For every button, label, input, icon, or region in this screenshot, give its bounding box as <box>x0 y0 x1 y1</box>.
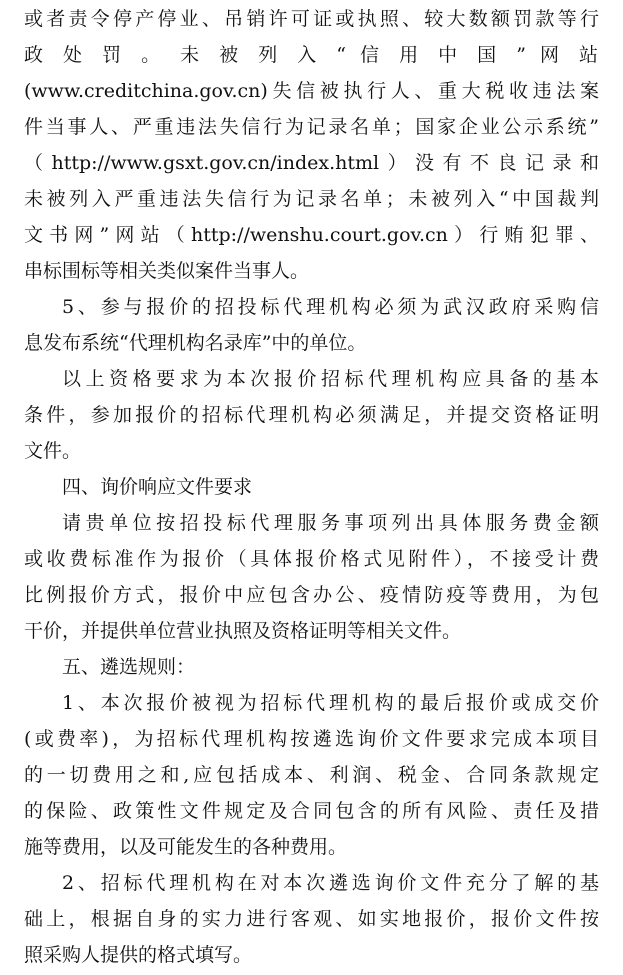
text-line-23: 的保险、政策性文件规定及合同包含的所有风险、责任及措 <box>24 800 599 822</box>
text-line-18: 干价，并提供单位营业执照及资格证明等相关文件。 <box>24 620 462 642</box>
text-line-2: 政 处 罚 。 未 被 列 入 “ 信 用 中 国 ” 网 站 <box>24 44 599 66</box>
text-line-27: 照采购人提供的格式填写。 <box>24 944 253 966</box>
text-line-20: 1、本次报价被视为招标代理机构的最后报价或成交价 <box>62 692 599 714</box>
text-line-13: 文件。 <box>24 440 82 462</box>
text-line-25: 2、招标代理机构在对本次遴选询价文件充分了解的基 <box>62 872 599 894</box>
text-line-7: 文书网”网站（http://wenshu.court.gov.cn）行贿犯罪、 <box>24 224 599 246</box>
text-line-24: 施等费用，以及可能发生的各种费用。 <box>24 836 348 858</box>
text-line-6: 未被列入严重违法失信行为记录名单；未被列入“中国裁判 <box>24 188 599 210</box>
text-line-21: (或费率)，为招标代理机构按遴选询价文件要求完成本项目 <box>24 728 599 750</box>
text-line-12: 条件，参加报价的招标代理机构必须满足，并提交资格证明 <box>24 404 599 426</box>
text-line-4: 件当事人、严重违法失信行为记录名单；国家企业公示系统” <box>24 116 599 138</box>
section-heading-4: 四、询价响应文件要求 <box>62 476 253 498</box>
text-line-5: （http://www.gsxt.gov.cn/index.html）没有不良记录和 <box>24 152 599 174</box>
text-line-1: 或者责令停产停业、吊销许可证或执照、较大数额罚款等行 <box>24 8 599 30</box>
text-line-22: 的一切费用之和,应包括成本、利润、税金、合同条款规定 <box>24 764 599 786</box>
text-line-17: 比例报价方式，报价中应包含办公、疫情防疫等费用，为包 <box>24 584 599 606</box>
text-line-10: 息发布系统“代理机构名录库”中的单位。 <box>24 332 367 354</box>
text-line-11: 以上资格要求为本次报价招标代理机构应具备的基本 <box>62 368 599 390</box>
text-line-15: 请贵单位按招投标代理服务事项列出具体服务费金额 <box>62 512 599 534</box>
text-line-3: (www.creditchina.gov.cn)失信被执行人、重大税收违法案 <box>24 80 599 102</box>
text-line-8: 串标围标等相关类似案件当事人。 <box>24 260 310 282</box>
text-line-26: 础上，根据自身的实力进行客观、如实地报价，报价文件按 <box>24 908 599 930</box>
text-line-16: 或收费标准作为报价（具体报价格式见附件），不接受计费 <box>24 548 599 570</box>
text-line-9: 5、参与报价的招投标代理机构必须为武汉政府采购信 <box>62 296 599 318</box>
section-heading-5: 五、遴选规则： <box>62 656 196 678</box>
